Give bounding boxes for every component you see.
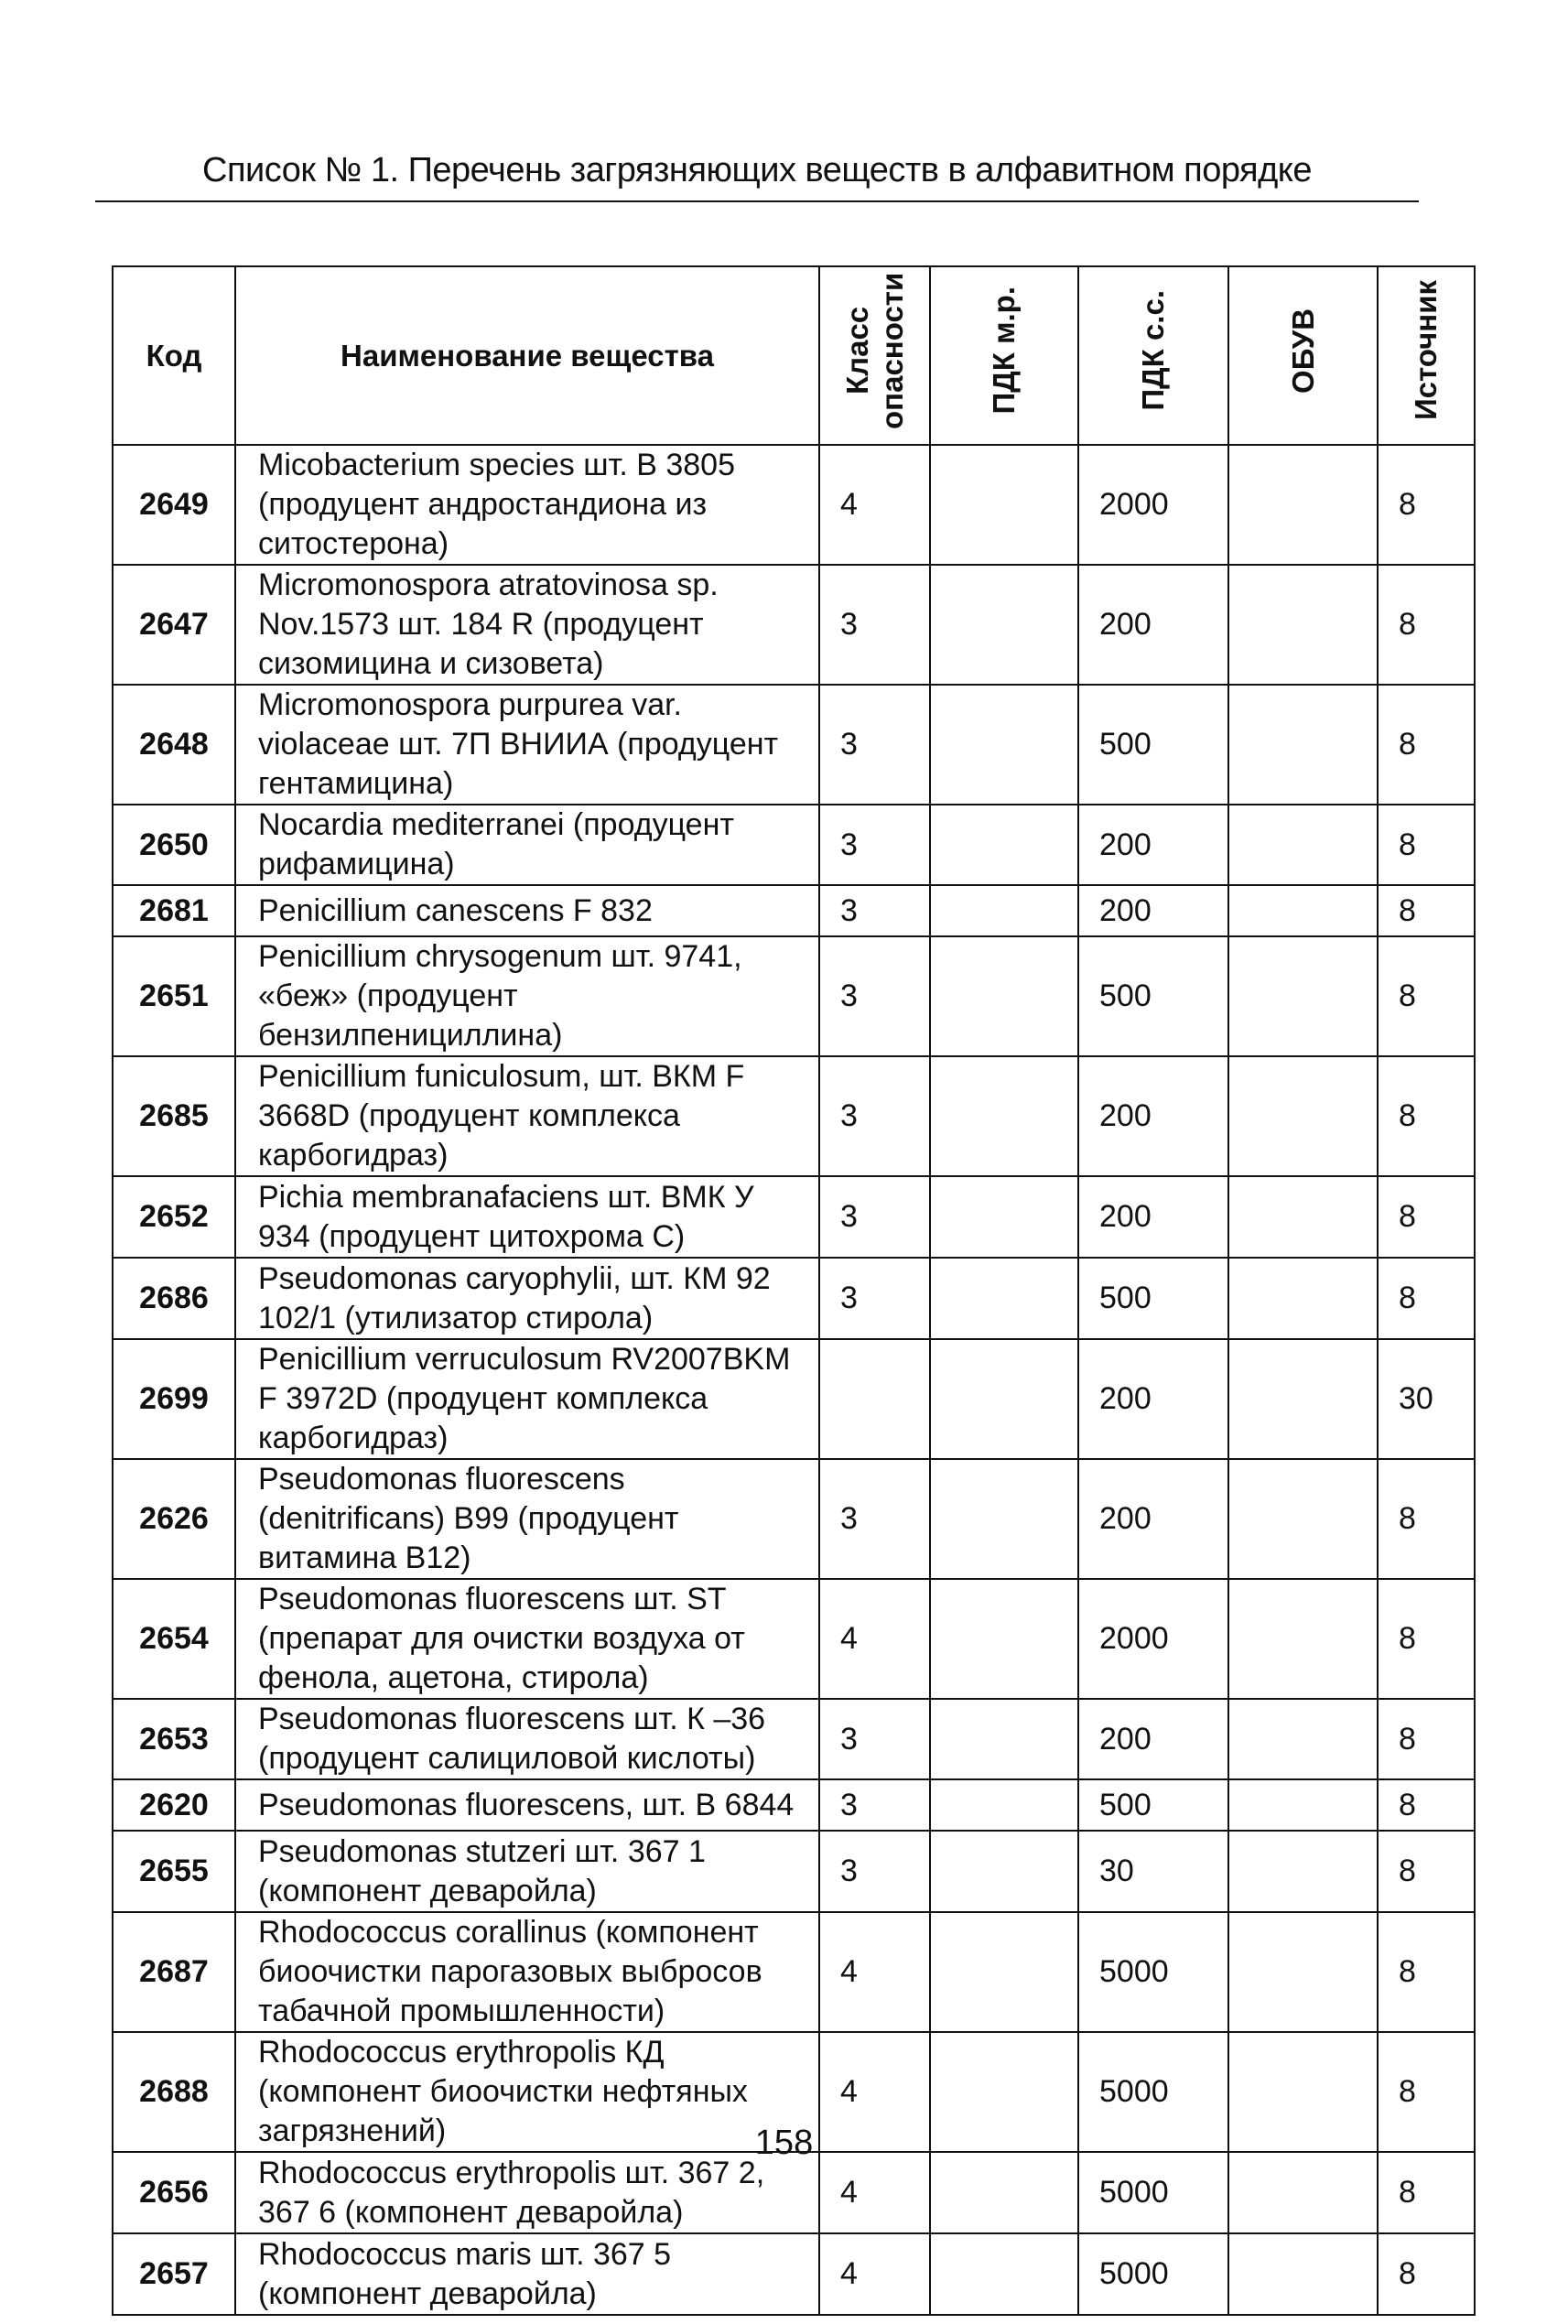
cell-obuv (1228, 2152, 1378, 2233)
cell-obuv (1228, 1579, 1378, 1699)
cell-pdk-mr (930, 685, 1078, 805)
cell-hazard-class: 3 (819, 1056, 930, 1176)
cell-hazard-class: 3 (819, 885, 930, 936)
cell-name: Micromonospora purpurea var. violaceae шт. 7П ВНИИА (продуцент гентамицина) (235, 685, 819, 805)
cell-hazard-class: 3 (819, 1459, 930, 1579)
cell-code: 2681 (113, 885, 235, 936)
substances-table (112, 265, 1476, 2316)
cell-obuv (1228, 1699, 1378, 1779)
cell-hazard-class (819, 1339, 930, 1459)
cell-obuv (1228, 1831, 1378, 1912)
table-row (113, 1176, 1475, 1258)
header-pdk-mr-label: ПДК м.р. (987, 286, 1021, 415)
cell-pdk-ss: 5000 (1078, 2152, 1228, 2233)
cell-name: Rhodococcus erythropolis шт. 367 2, 367 6 (компонент деваройла) (235, 2152, 819, 2233)
cell-name: Rhodococcus erythropolis КД (компонент биоочистки нефтяных загрязнений) (235, 2032, 819, 2152)
cell-name: Micobacterium species шт. В 3805 (продуцент андростандиона из ситостерона) (235, 445, 819, 565)
table-row (113, 1579, 1475, 1699)
cell-pdk-mr (930, 1579, 1078, 1699)
cell-name: Pseudomonas fluorescens шт. К –36 (продуцент салициловой кислоты) (235, 1699, 819, 1779)
cell-hazard-class: 3 (819, 1779, 930, 1831)
table-row (113, 1779, 1475, 1831)
table-row (113, 2233, 1475, 2315)
cell-code: 2652 (113, 1176, 235, 1258)
cell-code: 2649 (113, 445, 235, 565)
table-row (113, 1056, 1475, 1176)
cell-pdk-ss: 200 (1078, 1056, 1228, 1176)
cell-name: Pseudomonas fluorescens (denitrificans) B99 (продуцент витамина B12) (235, 1459, 819, 1579)
cell-pdk-mr (930, 2152, 1078, 2233)
cell-name: Pseudomonas fluorescens, шт. В 6844 (235, 1779, 819, 1831)
cell-obuv (1228, 1258, 1378, 1339)
cell-pdk-ss: 5000 (1078, 2233, 1228, 2315)
cell-obuv (1228, 445, 1378, 565)
header-hazard-class (819, 266, 930, 445)
header-pdk-mr (930, 266, 1078, 445)
cell-obuv (1228, 1459, 1378, 1579)
cell-code: 2655 (113, 1831, 235, 1912)
cell-source: 8 (1378, 565, 1475, 685)
cell-code: 2687 (113, 1912, 235, 2032)
cell-name: Rhodococcus maris шт. 367 5 (компонент деваройла) (235, 2233, 819, 2315)
cell-source: 8 (1378, 1912, 1475, 2032)
cell-obuv (1228, 805, 1378, 885)
cell-obuv (1228, 1176, 1378, 1258)
cell-hazard-class: 3 (819, 565, 930, 685)
cell-obuv (1228, 1056, 1378, 1176)
cell-pdk-ss: 30 (1078, 1831, 1228, 1912)
cell-obuv (1228, 1912, 1378, 2032)
cell-name: Penicillium funiculosum, шт. ВКМ F 3668D (продуцент комплекса карбогидраз) (235, 1056, 819, 1176)
header-pdk-ss (1078, 266, 1228, 445)
cell-code: 2650 (113, 805, 235, 885)
table-row (113, 936, 1475, 1056)
cell-pdk-ss: 500 (1078, 1258, 1228, 1339)
table-row (113, 1339, 1475, 1459)
cell-pdk-ss: 200 (1078, 1699, 1228, 1779)
cell-source: 8 (1378, 2233, 1475, 2315)
cell-hazard-class: 4 (819, 2032, 930, 2152)
cell-code: 2620 (113, 1779, 235, 1831)
table-row (113, 1258, 1475, 1339)
cell-obuv (1228, 1339, 1378, 1459)
cell-pdk-ss: 2000 (1078, 445, 1228, 565)
cell-pdk-mr (930, 1912, 1078, 2032)
cell-pdk-mr (930, 445, 1078, 565)
cell-name: Pseudomonas fluorescens шт. ST (препарат для очистки воздуха от фенола, ацетона, стирола) (235, 1579, 819, 1699)
table-row (113, 445, 1475, 565)
cell-source: 8 (1378, 1699, 1475, 1779)
table-row (113, 805, 1475, 885)
cell-name: Penicillium chrysogenum шт. 9741, «беж» (продуцент бензилпенициллина) (235, 936, 819, 1056)
cell-obuv (1228, 936, 1378, 1056)
cell-pdk-ss: 2000 (1078, 1579, 1228, 1699)
table-row (113, 1699, 1475, 1779)
cell-source: 8 (1378, 1579, 1475, 1699)
cell-pdk-mr (930, 1176, 1078, 1258)
cell-pdk-mr (930, 1831, 1078, 1912)
title-rule (95, 200, 1419, 202)
cell-pdk-ss: 200 (1078, 1339, 1228, 1459)
cell-obuv (1228, 885, 1378, 936)
cell-name: Penicillium verruculosum RV2007BKM F 3972D (продуцент комплекса карбогидраз) (235, 1339, 819, 1459)
cell-hazard-class: 4 (819, 1579, 930, 1699)
header-pdk-ss-label: ПДК с.с. (1136, 290, 1170, 411)
table-row (113, 1831, 1475, 1912)
cell-code: 2688 (113, 2032, 235, 2152)
cell-source: 8 (1378, 1258, 1475, 1339)
cell-code: 2651 (113, 936, 235, 1056)
cell-pdk-ss: 5000 (1078, 2032, 1228, 2152)
header-obuv (1228, 266, 1378, 445)
cell-pdk-ss: 500 (1078, 936, 1228, 1056)
cell-pdk-mr (930, 1459, 1078, 1579)
cell-source: 30 (1378, 1339, 1475, 1459)
cell-pdk-mr (930, 936, 1078, 1056)
cell-hazard-class: 3 (819, 1699, 930, 1779)
header-obuv-label: ОБУВ (1285, 308, 1320, 394)
cell-hazard-class: 3 (819, 1831, 930, 1912)
cell-name: Pichia membranafaciens шт. ВМК У 934 (продуцент цитохрома С) (235, 1176, 819, 1258)
cell-code: 2626 (113, 1459, 235, 1579)
cell-code: 2656 (113, 2152, 235, 2233)
table-row (113, 885, 1475, 936)
table-row (113, 565, 1475, 685)
page-number: 158 (754, 2124, 814, 2162)
cell-hazard-class: 3 (819, 805, 930, 885)
cell-hazard-class: 3 (819, 936, 930, 1056)
header-source-label: Источник (1409, 280, 1443, 421)
cell-code: 2686 (113, 1258, 235, 1339)
table-row (113, 2152, 1475, 2233)
cell-name: Rhodococcus corallinus (компонент биоочистки парогазовых выбросов табачной промышленности) (235, 1912, 819, 2032)
cell-pdk-mr (930, 1779, 1078, 1831)
cell-obuv (1228, 565, 1378, 685)
cell-source: 8 (1378, 1779, 1475, 1831)
cell-hazard-class: 4 (819, 1912, 930, 2032)
cell-source: 8 (1378, 1056, 1475, 1176)
cell-hazard-class: 3 (819, 1176, 930, 1258)
cell-source: 8 (1378, 445, 1475, 565)
cell-pdk-ss: 200 (1078, 885, 1228, 936)
cell-hazard-class: 3 (819, 685, 930, 805)
cell-code: 2699 (113, 1339, 235, 1459)
cell-obuv (1228, 1779, 1378, 1831)
cell-name: Pseudomonas caryophylii, шт. КМ 92 102/1 (утилизатор стирола) (235, 1258, 819, 1339)
cell-code: 2654 (113, 1579, 235, 1699)
cell-pdk-mr (930, 1339, 1078, 1459)
table-header (113, 266, 1475, 445)
header-code: Код (113, 266, 235, 445)
cell-code: 2647 (113, 565, 235, 685)
cell-name: Nocardia mediterranei (продуцент рифамицина) (235, 805, 819, 885)
cell-pdk-ss: 500 (1078, 685, 1228, 805)
table-row (113, 1459, 1475, 1579)
cell-source: 8 (1378, 2032, 1475, 2152)
cell-source: 8 (1378, 1176, 1475, 1258)
header-source (1378, 266, 1475, 445)
cell-name: Pseudomonas stutzeri шт. 367 1 (компонент деваройла) (235, 1831, 819, 1912)
table-row (113, 685, 1475, 805)
cell-pdk-mr (930, 565, 1078, 685)
cell-source: 8 (1378, 805, 1475, 885)
cell-code: 2685 (113, 1056, 235, 1176)
header-hazard-class-label: Класс опасности (839, 272, 909, 429)
cell-source: 8 (1378, 2152, 1475, 2233)
cell-obuv (1228, 685, 1378, 805)
table-body (113, 445, 1475, 2315)
cell-code: 2648 (113, 685, 235, 805)
cell-name: Penicillium canescens F 832 (235, 885, 819, 936)
cell-pdk-ss: 200 (1078, 565, 1228, 685)
cell-source: 8 (1378, 1831, 1475, 1912)
cell-code: 2657 (113, 2233, 235, 2315)
page-title: Список № 1. Перечень загрязняющих веществ в алфавитном порядке (202, 151, 1312, 189)
cell-pdk-mr (930, 1258, 1078, 1339)
table-row (113, 1912, 1475, 2032)
cell-code: 2653 (113, 1699, 235, 1779)
cell-pdk-ss: 200 (1078, 805, 1228, 885)
cell-source: 8 (1378, 885, 1475, 936)
cell-pdk-ss: 200 (1078, 1459, 1228, 1579)
cell-pdk-ss: 200 (1078, 1176, 1228, 1258)
cell-pdk-mr (930, 1699, 1078, 1779)
cell-hazard-class: 3 (819, 1258, 930, 1339)
cell-hazard-class: 4 (819, 2233, 930, 2315)
cell-hazard-class: 4 (819, 445, 930, 565)
cell-source: 8 (1378, 685, 1475, 805)
cell-pdk-mr (930, 2233, 1078, 2315)
cell-source: 8 (1378, 936, 1475, 1056)
header-name: Наименование вещества (235, 266, 819, 445)
cell-pdk-mr (930, 805, 1078, 885)
cell-pdk-mr (930, 1056, 1078, 1176)
cell-pdk-ss: 500 (1078, 1779, 1228, 1831)
cell-pdk-ss: 5000 (1078, 1912, 1228, 2032)
cell-hazard-class: 4 (819, 2152, 930, 2233)
cell-obuv (1228, 2233, 1378, 2315)
cell-source: 8 (1378, 1459, 1475, 1579)
cell-pdk-mr (930, 885, 1078, 936)
cell-name: Micromonospora atratovinosa sp. Nov.1573 шт. 184 R (продуцент сизомицина и сизовета) (235, 565, 819, 685)
